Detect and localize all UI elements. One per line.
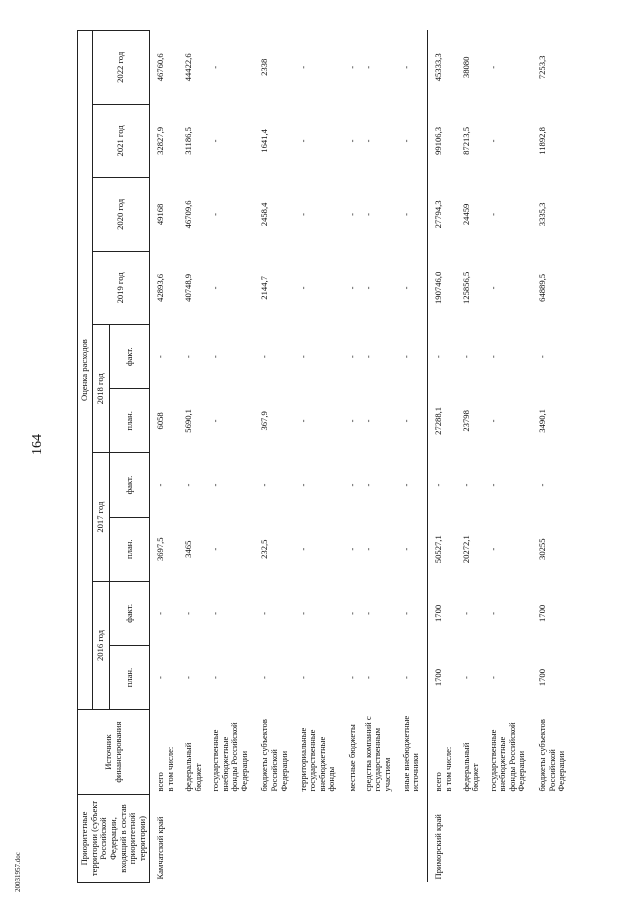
funding-source: федеральный бюджет (183, 742, 203, 792)
value-cell: 190746,0 (427, 251, 459, 324)
value-cell: 1700 (536, 668, 547, 687)
value-cell: - (460, 483, 471, 487)
value-cell: - (297, 139, 308, 143)
value-cell: - (487, 676, 498, 679)
value-cell: 1700 (427, 581, 459, 645)
value-cell: - (210, 139, 221, 143)
funding-source: всего в том числе: (150, 710, 182, 795)
value-cell: - (210, 355, 221, 359)
value-cell: 3335,3 (536, 202, 547, 227)
value-cell: 1700 (427, 645, 459, 709)
value-cell: - (362, 286, 373, 290)
funding-source: иные внебюджетные источники (400, 715, 421, 792)
header-2021: 2021 год (92, 104, 150, 177)
value-cell: 232,5 (259, 539, 270, 559)
value-cell: 2458,4 (259, 202, 270, 227)
funding-source: государственные внебюджетные фонды Российской Федерации (487, 722, 527, 792)
header-2016: 2016 год (92, 581, 110, 709)
funding-source: бюджеты субъектов Российской Федерации (259, 719, 289, 792)
value-cell: 1700 (536, 604, 547, 622)
value-cell: - (297, 611, 308, 615)
region-name: Камчатский край (150, 795, 182, 883)
value-cell: - (210, 419, 221, 423)
value-cell: - (297, 212, 308, 216)
region-cell (400, 795, 428, 883)
value-cell: - (259, 355, 270, 359)
value-cell: - (487, 212, 498, 216)
header-2017: 2017 год (92, 453, 110, 581)
rotated-table-container (77, 30, 571, 883)
value-cell: - (210, 483, 221, 487)
funding-source: федеральный бюджет (460, 742, 481, 792)
value-cell: 2144,7 (259, 276, 270, 300)
region-cell (536, 795, 574, 883)
value-cell: 38080 (460, 56, 471, 79)
region-cell (297, 795, 346, 883)
value-cell: - (362, 212, 373, 216)
header-fact: факт. (110, 325, 150, 389)
header-plan: план. (110, 389, 150, 453)
value-cell: - (400, 611, 411, 615)
value-cell: - (400, 286, 411, 290)
header-2018: 2018 год (92, 325, 110, 453)
value-cell: - (346, 139, 357, 143)
value-cell: - (297, 676, 308, 679)
value-cell: - (150, 453, 182, 517)
region-cell (362, 795, 400, 883)
value-cell: - (487, 286, 498, 290)
value-cell: - (487, 65, 498, 69)
header-plan: план. (110, 517, 150, 581)
value-cell: - (210, 286, 221, 290)
value-cell: - (297, 355, 308, 359)
value-cell: 45333,3 (427, 31, 459, 105)
value-cell: 99106,3 (427, 104, 459, 177)
funding-source: государственные внебюджетные фонды Российской Федерации (210, 722, 249, 792)
value-cell: 3465 (183, 540, 194, 558)
value-cell: 125856,5 (460, 271, 471, 304)
value-cell: - (346, 611, 357, 615)
value-cell: 20272,1 (460, 535, 471, 564)
value-cell: 1641,4 (259, 129, 270, 153)
value-cell: - (400, 676, 411, 679)
table-row (258, 31, 296, 883)
value-cell: - (460, 676, 471, 679)
value-cell: - (400, 419, 411, 423)
value-cell: - (150, 581, 182, 645)
value-cell: - (427, 325, 459, 389)
footer-filename: 20031957.doc (14, 852, 22, 892)
value-cell: - (210, 65, 221, 69)
value-cell: 7253,3 (536, 55, 547, 80)
header-territory: Приоритетные территории (субъект Российской Федерации, входящий в состав приоритетной территории) (78, 795, 150, 883)
expense-table (77, 30, 574, 883)
value-cell: - (183, 611, 194, 615)
value-cell: - (297, 419, 308, 423)
header-fact: факт. (110, 581, 150, 645)
value-cell: 40748,9 (183, 273, 194, 302)
value-cell: - (487, 419, 498, 423)
value-cell: - (259, 676, 270, 679)
header-2022: 2022 год (92, 31, 150, 105)
value-cell: - (346, 483, 357, 487)
value-cell: - (362, 483, 373, 487)
value-cell: - (346, 286, 357, 290)
value-cell: - (183, 355, 194, 359)
value-cell: - (362, 611, 373, 615)
value-cell: - (400, 547, 411, 551)
header-source: Источник финансирования (78, 710, 150, 795)
value-cell: - (183, 676, 194, 679)
value-cell: - (183, 483, 194, 487)
value-cell: 46709,6 (183, 200, 194, 229)
value-cell: 30255 (536, 538, 547, 560)
funding-source: местные бюджеты (346, 724, 357, 792)
region-cell (182, 795, 209, 883)
value-cell: - (427, 453, 459, 517)
value-cell: 32827,9 (150, 104, 182, 177)
funding-source: территориальные государственные внебюджетные фонды (297, 727, 337, 792)
value-cell: - (362, 676, 373, 679)
value-cell: - (346, 547, 357, 551)
region-cell (487, 795, 536, 883)
table-row (427, 31, 459, 883)
table-row (487, 31, 536, 883)
region-cell (346, 795, 362, 883)
value-cell: 3697,5 (150, 517, 182, 581)
value-cell: - (362, 355, 373, 359)
page-number: 164 (30, 434, 45, 455)
value-cell: - (362, 65, 373, 69)
value-cell: - (487, 139, 498, 143)
value-cell: 27794,3 (427, 178, 459, 251)
value-cell: 42893,6 (150, 251, 182, 324)
value-cell: - (400, 65, 411, 69)
value-cell: - (487, 547, 498, 551)
value-cell: - (536, 355, 547, 359)
funding-source: средства компаний с государственным участием (362, 716, 392, 792)
region-cell (258, 795, 296, 883)
value-cell: 11892,8 (536, 127, 547, 155)
region-cell (209, 795, 258, 883)
value-cell: - (400, 483, 411, 487)
table-row (346, 31, 362, 883)
value-cell: 27288,1 (427, 389, 459, 453)
value-cell: - (487, 355, 498, 359)
table-row (536, 31, 574, 883)
value-cell: 24459 (460, 203, 471, 226)
region-cell (460, 795, 487, 883)
value-cell: - (259, 483, 270, 487)
header-estimate: Оценка расходов (78, 31, 93, 710)
value-cell: 3490,1 (536, 409, 547, 433)
value-cell: 367,9 (259, 411, 270, 431)
value-cell: - (346, 212, 357, 216)
funding-source: бюджеты субъектов Российской Федерации (536, 719, 567, 792)
table-body (150, 31, 574, 883)
table-row (400, 31, 428, 883)
value-cell: - (346, 419, 357, 423)
value-cell: 23798 (460, 410, 471, 432)
value-cell: - (362, 547, 373, 551)
header-2020: 2020 год (92, 178, 150, 251)
value-cell: - (400, 139, 411, 143)
table-row (182, 31, 209, 883)
region-name: Приморский край (427, 795, 459, 883)
table-row (297, 31, 346, 883)
value-cell: - (297, 483, 308, 487)
value-cell: - (259, 611, 270, 615)
value-cell: - (400, 355, 411, 359)
value-cell: 44422,6 (183, 53, 194, 82)
value-cell: - (487, 611, 498, 615)
table-row (460, 31, 487, 883)
value-cell: - (362, 419, 373, 423)
value-cell: - (210, 212, 221, 216)
value-cell: - (346, 676, 357, 679)
value-cell: 46760,6 (150, 31, 182, 105)
value-cell: - (487, 483, 498, 487)
value-cell: - (210, 547, 221, 551)
header-fact: факт. (110, 453, 150, 517)
value-cell: 50527,1 (427, 517, 459, 581)
value-cell: - (150, 645, 182, 709)
value-cell: 87213,5 (460, 126, 471, 155)
value-cell: 2338 (259, 58, 270, 76)
value-cell: - (460, 611, 471, 615)
value-cell: 31186,5 (183, 127, 194, 155)
value-cell: - (210, 611, 221, 615)
value-cell: 64889,5 (536, 273, 547, 302)
value-cell: - (297, 286, 308, 290)
table-row (362, 31, 400, 883)
value-cell: - (150, 325, 182, 389)
value-cell: - (400, 212, 411, 216)
header-2019: 2019 год (92, 251, 150, 324)
value-cell: - (346, 355, 357, 359)
value-cell: - (297, 65, 308, 69)
value-cell: - (346, 65, 357, 69)
value-cell: 5690,1 (183, 409, 194, 433)
table-row (209, 31, 258, 883)
value-cell: - (536, 483, 547, 487)
value-cell: - (362, 139, 373, 143)
header-plan: план. (110, 645, 150, 709)
value-cell: 49168 (150, 178, 182, 251)
funding-source: всего в том числе: (427, 710, 459, 795)
value-cell: - (460, 355, 471, 359)
table-row (150, 31, 182, 883)
value-cell: 6058 (150, 389, 182, 453)
value-cell: - (297, 547, 308, 551)
value-cell: - (210, 676, 221, 679)
